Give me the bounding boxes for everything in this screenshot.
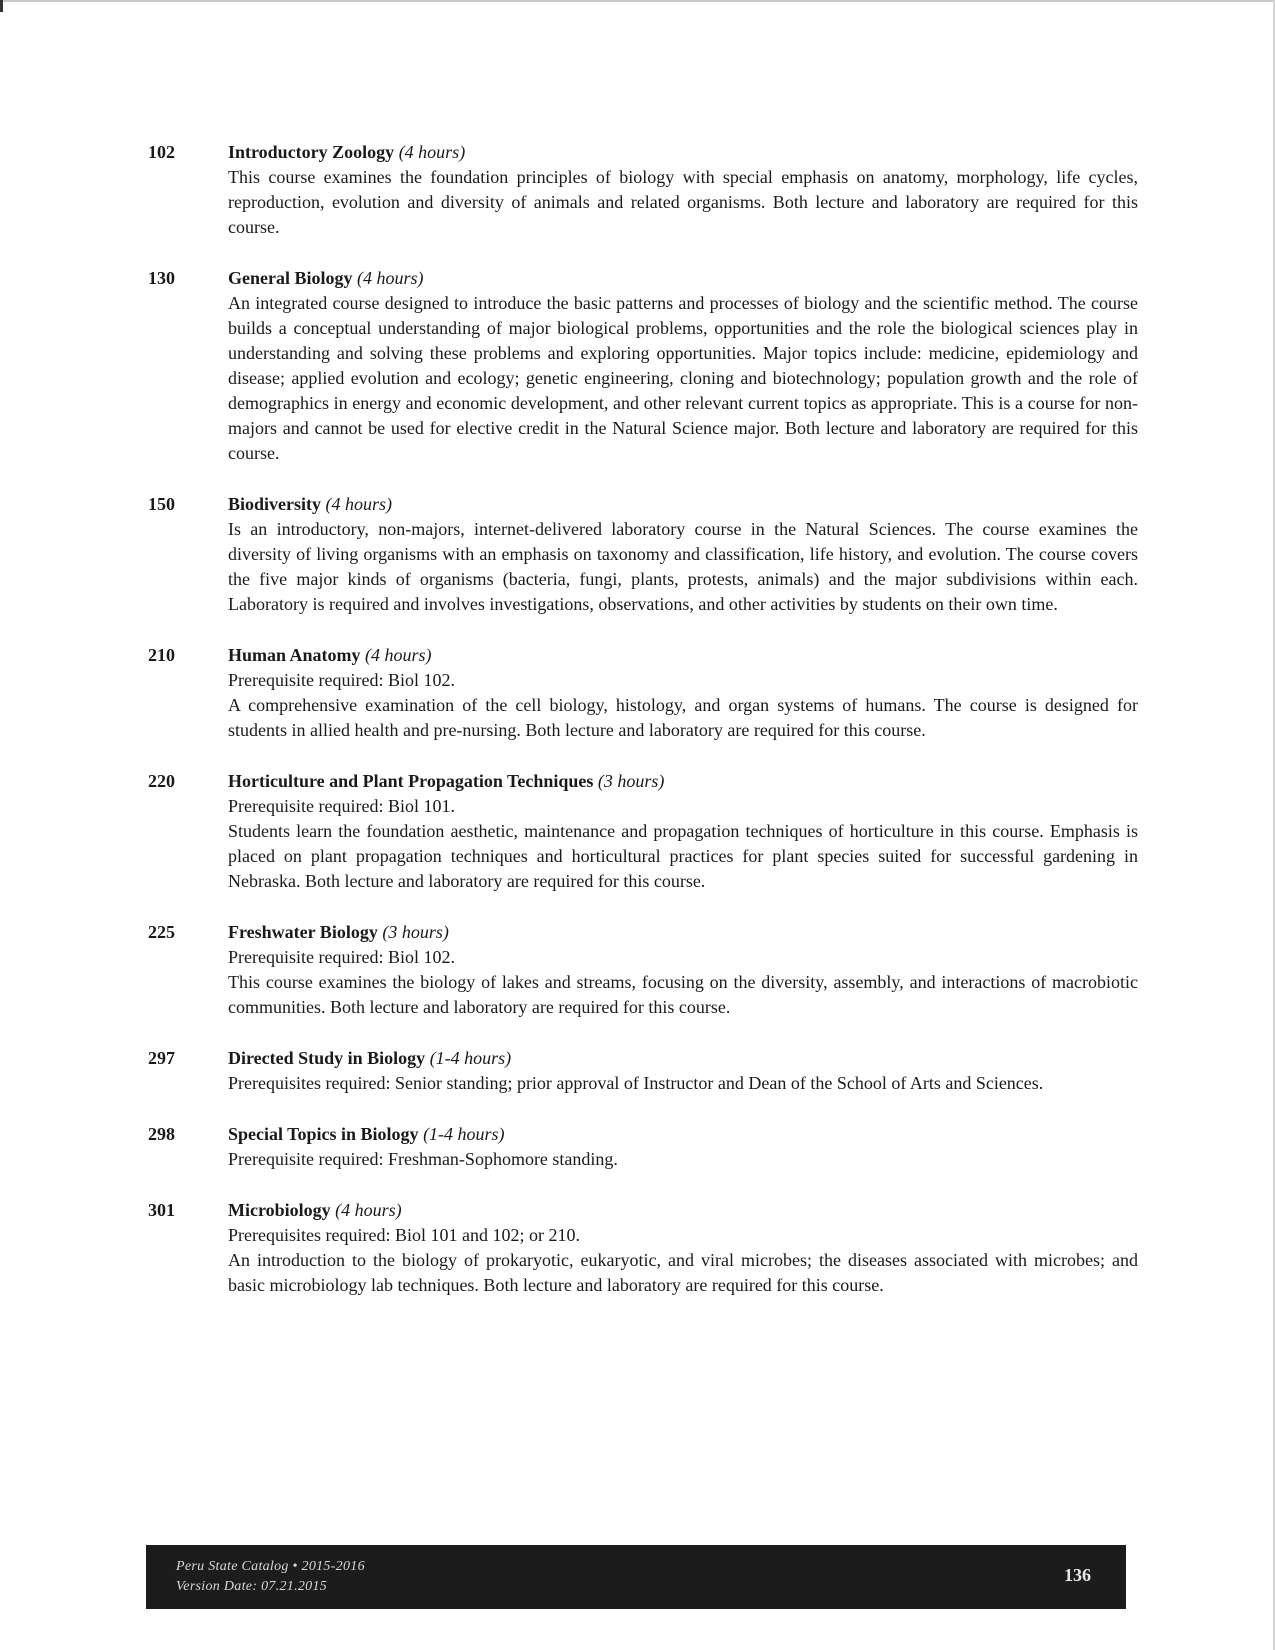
course-title: Special Topics in Biology <box>228 1124 419 1144</box>
course-entry <box>148 140 1138 240</box>
scan-edge-top <box>0 0 1275 2</box>
course-number: 130 <box>148 268 175 288</box>
footer-bar <box>146 1545 1126 1609</box>
course-number: 210 <box>148 645 175 665</box>
course-number: 225 <box>148 922 175 942</box>
course-body <box>228 1046 1138 1096</box>
course-number: 150 <box>148 494 175 514</box>
course-heading <box>228 920 1138 945</box>
course-title: Human Anatomy <box>228 645 361 665</box>
course-hours: (4 hours) <box>335 1200 402 1220</box>
course-description: This course examines the biology of lakes and streams, focusing on the diversity, assembly, and interactions of macrobiotic communities. Both lecture and laboratory are required for this course. <box>228 972 1138 1017</box>
course-title: Freshwater Biology <box>228 922 378 942</box>
course-body <box>228 266 1138 466</box>
course-prerequisite: Prerequisites required: Senior standing; prior approval of Instructor and Dean of the School of Arts and Sciences. <box>228 1073 1044 1093</box>
course-title: Directed Study in Biology <box>228 1048 426 1068</box>
course-heading <box>228 1046 1138 1071</box>
footer-catalog-info <box>176 1557 365 1597</box>
course-body <box>228 140 1138 240</box>
course-hours: (4 hours) <box>357 268 424 288</box>
scan-mark <box>0 0 3 12</box>
course-list <box>148 140 1138 1324</box>
course-heading <box>228 769 1138 794</box>
course-description: Students learn the foundation aesthetic, maintenance and propagation techniques of horticulture in this course. Emphasis is placed on plant propagation techniques and horticultural practices for plant species suited for successful gardening in Nebraska. Both lecture and laboratory are required for this course. <box>228 821 1138 891</box>
course-entry <box>148 492 1138 617</box>
course-prerequisite: Prerequisite required: Freshman-Sophomore standing. <box>228 1149 618 1169</box>
course-entry <box>148 769 1138 894</box>
course-title: Horticulture and Plant Propagation Techniques <box>228 771 594 791</box>
course-entry <box>148 1046 1138 1096</box>
course-description: This course examines the foundation principles of biology with special emphasis on anatomy, morphology, life cycles, reproduction, evolution and diversity of animals and related organisms. Both lecture and laboratory are required for this course. <box>228 167 1138 237</box>
course-heading <box>228 492 1138 517</box>
course-title: General Biology <box>228 268 353 288</box>
course-heading <box>228 643 1138 668</box>
course-entry <box>148 920 1138 1020</box>
course-hours: (1-4 hours) <box>423 1124 505 1144</box>
course-body <box>228 492 1138 617</box>
course-title: Microbiology <box>228 1200 331 1220</box>
course-title: Introductory Zoology <box>228 142 395 162</box>
course-heading <box>228 140 1138 165</box>
course-hours: (4 hours) <box>325 494 392 514</box>
footer-version-date: Version Date: 07.21.2015 <box>176 1579 328 1594</box>
course-prerequisite: Prerequisite required: Biol 102. <box>228 947 455 967</box>
course-number: 297 <box>148 1048 175 1068</box>
course-hours: (4 hours) <box>365 645 432 665</box>
footer-catalog-title: Peru State Catalog • 2015-2016 <box>176 1559 365 1574</box>
course-hours: (3 hours) <box>597 771 665 791</box>
course-entry <box>148 1122 1138 1172</box>
course-entry <box>148 266 1138 466</box>
course-description: An integrated course designed to introduce the basic patterns and processes of biology and the scientific method. The course builds a conceptual understanding of major biological problems, opportunities and the role the biological sciences play in understanding and solving these problems and exploring opportunities. Major topics include: medicine, epidemiology and disease; applied evolution and ecology; genetic engineering, cloning and biotechnology; population growth and the role of demographics in energy and economic development, and other relevant current topics as appropriate. This is a course for non-majors and cannot be used for elective credit in the Natural Science major. Both lecture and laboratory are required for this course. <box>228 293 1138 463</box>
course-body <box>228 643 1138 743</box>
course-number: 102 <box>148 142 175 162</box>
course-number: 298 <box>148 1124 175 1144</box>
course-heading <box>228 1198 1138 1223</box>
course-entry <box>148 1198 1138 1298</box>
course-hours: (4 hours) <box>398 142 466 162</box>
course-entry <box>148 643 1138 743</box>
page-number: 136 <box>1064 1565 1091 1585</box>
course-body <box>228 769 1138 894</box>
course-description: Is an introductory, non-majors, internet-delivered laboratory course in the Natural Sciences. The course examines the diversity of living organisms with an emphasis on taxonomy and classification, life history, and evolution. The course covers the five major kinds of organisms (bacteria, fungi, plants, protests, animals) and the major subdivisions within each. Laboratory is required and involves investigations, observations, and other activities by students on their own time. <box>228 519 1138 614</box>
course-prerequisite: Prerequisite required: Biol 102. <box>228 670 455 690</box>
course-description: A comprehensive examination of the cell biology, histology, and organ systems of humans. The course is designed for students in allied health and pre-nursing. Both lecture and laboratory are required for this course. <box>228 695 1138 740</box>
course-body <box>228 1198 1138 1298</box>
course-number: 301 <box>148 1200 175 1220</box>
course-heading <box>228 1122 1138 1147</box>
course-body <box>228 920 1138 1020</box>
course-description: An introduction to the biology of prokaryotic, eukaryotic, and viral microbes; the diseases associated with microbes; and basic microbiology lab techniques. Both lecture and laboratory are required for this course. <box>228 1250 1138 1295</box>
course-hours: (3 hours) <box>382 922 449 942</box>
course-heading <box>228 266 1138 291</box>
course-number: 220 <box>148 771 175 791</box>
course-body <box>228 1122 1138 1172</box>
course-prerequisite: Prerequisite required: Biol 101. <box>228 796 455 816</box>
course-hours: (1-4 hours) <box>429 1048 512 1068</box>
course-title: Biodiversity <box>228 494 321 514</box>
course-prerequisite: Prerequisites required: Biol 101 and 102; or 210. <box>228 1225 580 1245</box>
